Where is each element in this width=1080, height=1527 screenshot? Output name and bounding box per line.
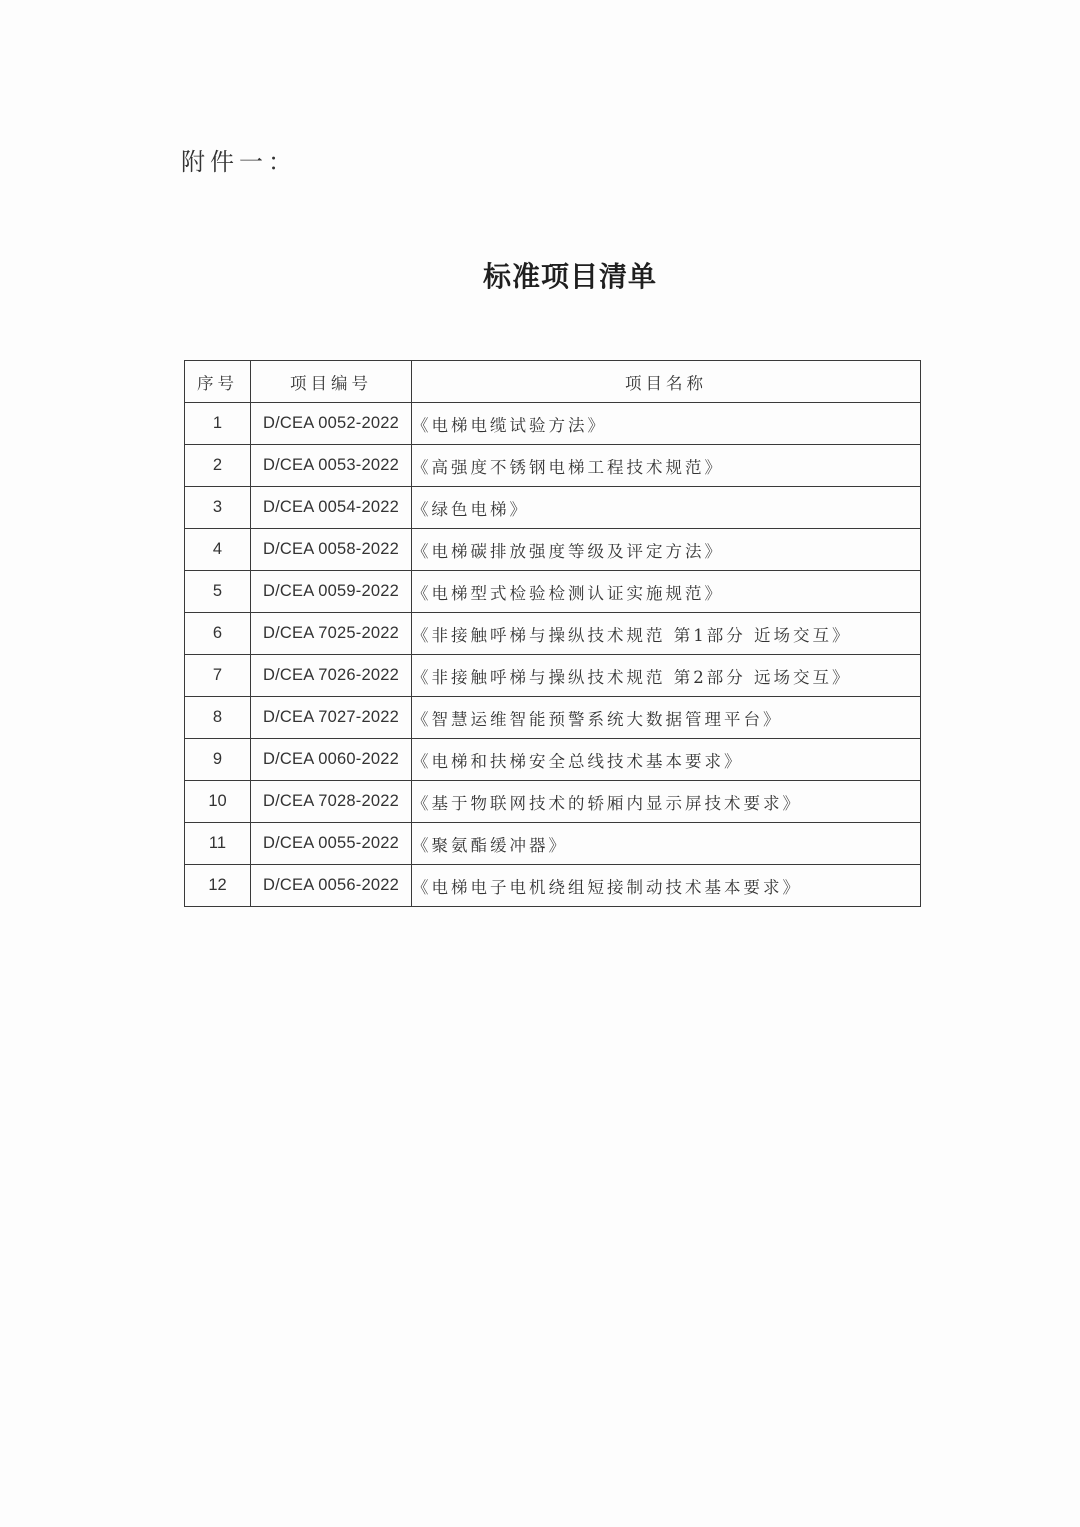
row-code: D/CEA 7025-2022 [251, 613, 412, 655]
row-code: D/CEA 0052-2022 [251, 403, 412, 445]
row-code: D/CEA 7027-2022 [251, 697, 412, 739]
row-name: 《高强度不锈钢电梯工程技术规范》 [412, 445, 921, 487]
row-seq: 12 [185, 865, 251, 907]
row-seq: 11 [185, 823, 251, 865]
table-row [185, 739, 921, 781]
row-seq: 2 [185, 445, 251, 487]
row-seq: 3 [185, 487, 251, 529]
row-code: D/CEA 0058-2022 [251, 529, 412, 571]
row-seq: 4 [185, 529, 251, 571]
row-name: 《电梯电缆试验方法》 [412, 403, 921, 445]
table-row [185, 487, 921, 529]
row-seq: 1 [185, 403, 251, 445]
table-row [185, 655, 921, 697]
table-row [185, 613, 921, 655]
row-seq: 6 [185, 613, 251, 655]
table-row [185, 697, 921, 739]
row-seq: 5 [185, 571, 251, 613]
header-code: 项目编号 [251, 361, 412, 403]
row-code: D/CEA 0056-2022 [251, 865, 412, 907]
table-row [185, 529, 921, 571]
row-seq: 8 [185, 697, 251, 739]
row-name: 《绿色电梯》 [412, 487, 921, 529]
row-seq: 7 [185, 655, 251, 697]
row-code: D/CEA 0055-2022 [251, 823, 412, 865]
row-name: 《电梯和扶梯安全总线技术基本要求》 [412, 739, 921, 781]
header-seq: 序号 [185, 361, 251, 403]
header-name: 项目名称 [412, 361, 921, 403]
row-code: D/CEA 0054-2022 [251, 487, 412, 529]
row-code: D/CEA 7028-2022 [251, 781, 412, 823]
table-row [185, 781, 921, 823]
table-row [185, 445, 921, 487]
table-row [185, 403, 921, 445]
table-header-row [185, 361, 921, 403]
document-title: 标准项目清单 [482, 260, 657, 293]
row-name: 《非接触呼梯与操纵技术规范 第2部分 远场交互》 [412, 655, 921, 697]
row-code: D/CEA 7026-2022 [251, 655, 412, 697]
row-seq: 10 [185, 781, 251, 823]
row-name: 《电梯碳排放强度等级及评定方法》 [412, 529, 921, 571]
row-code: D/CEA 0060-2022 [251, 739, 412, 781]
row-code: D/CEA 0053-2022 [251, 445, 412, 487]
attachment-label: 附件一： [181, 148, 297, 176]
row-name: 《非接触呼梯与操纵技术规范 第1部分 近场交互》 [412, 613, 921, 655]
table-row [185, 571, 921, 613]
standards-table [184, 360, 921, 907]
row-name: 《基于物联网技术的轿厢内显示屏技术要求》 [412, 781, 921, 823]
row-name: 《电梯电子电机绕组短接制动技术基本要求》 [412, 865, 921, 907]
row-name: 《电梯型式检验检测认证实施规范》 [412, 571, 921, 613]
row-name: 《智慧运维智能预警系统大数据管理平台》 [412, 697, 921, 739]
table-row [185, 865, 921, 907]
row-seq: 9 [185, 739, 251, 781]
row-name: 《聚氨酯缓冲器》 [412, 823, 921, 865]
row-code: D/CEA 0059-2022 [251, 571, 412, 613]
table-row [185, 823, 921, 865]
